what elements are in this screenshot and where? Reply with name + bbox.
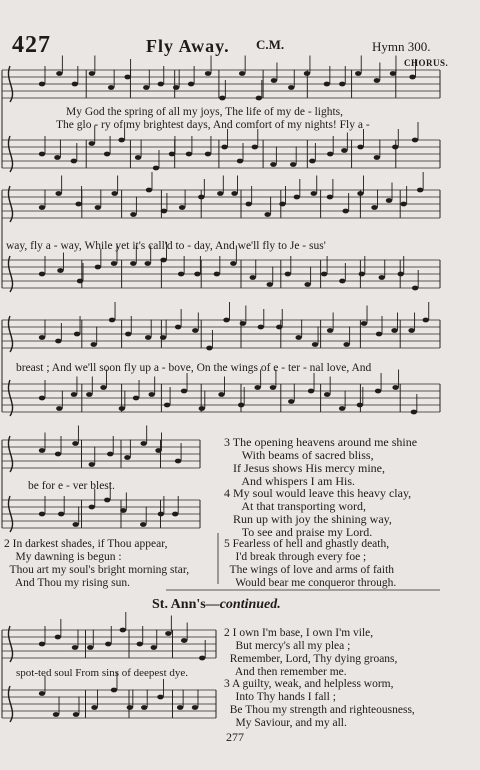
hymn-meter: C.M. <box>256 37 285 52</box>
page-number: 277 <box>226 730 244 744</box>
verse-3: 3 The opening heavens around me shine With beams of sacred bliss, If Jesus shows His mercy mine, And whispers I am His. <box>224 435 418 488</box>
hymn-title: Fly Away. <box>146 36 230 56</box>
stann-lyric: spot-ted soul From sins of deepest dye. <box>16 667 189 679</box>
continued-suffix: —continued. <box>205 597 281 612</box>
continued-heading <box>152 597 281 613</box>
chorus-label: CHORUS. <box>404 58 449 68</box>
hymn-reference: Hymn 300. <box>372 39 431 54</box>
stann-verse-2: 2 I own I'm base, I own I'm vile, But mercy's all my plea ; Remember, Lord, Thy dying groans, And then remember me. <box>224 627 398 678</box>
lyric-line-1a: My God the spring of all my joys, The life of my de - lights, <box>66 106 344 118</box>
hymn-number: 427 <box>12 32 51 58</box>
verse-5: 5 Fearless of hell and ghastly death, I'd break through every foe ; The wings of love and arms of faith Would bear me conqueror through. <box>224 538 397 589</box>
lyric-line-4: be for e - ver blest. <box>28 480 115 492</box>
lyric-line-3: breast ; And we'll soon fly up a - bove, On the wings of e - ter - nal love, And <box>16 362 372 374</box>
lyric-line-2: way, fly a - way, While yet it's call'd to - day, And we'll fly to Je - sus' <box>6 240 326 252</box>
verse-4: 4 My soul would leave this heavy clay, At that transporting word, Run up with joy the shining way, To see and praise my Lord. <box>224 486 412 539</box>
verse-2: 2 In darkest shades, if Thou appear, My dawning is begun : Thou art my soul's bright morning star, And Thou my rising sun. <box>4 538 190 589</box>
lyric-line-1b: The glo - ry of my brightest days, And comfort of my nights! Fly a - <box>56 119 370 131</box>
stann-verse-3: 3 A guilty, weak, and helpless worm, Into Thy hands I fall ; Be Thou my strength and righteousness, My Saviour, and my all. <box>224 678 415 729</box>
continued-title: St. Ann's <box>152 597 206 612</box>
